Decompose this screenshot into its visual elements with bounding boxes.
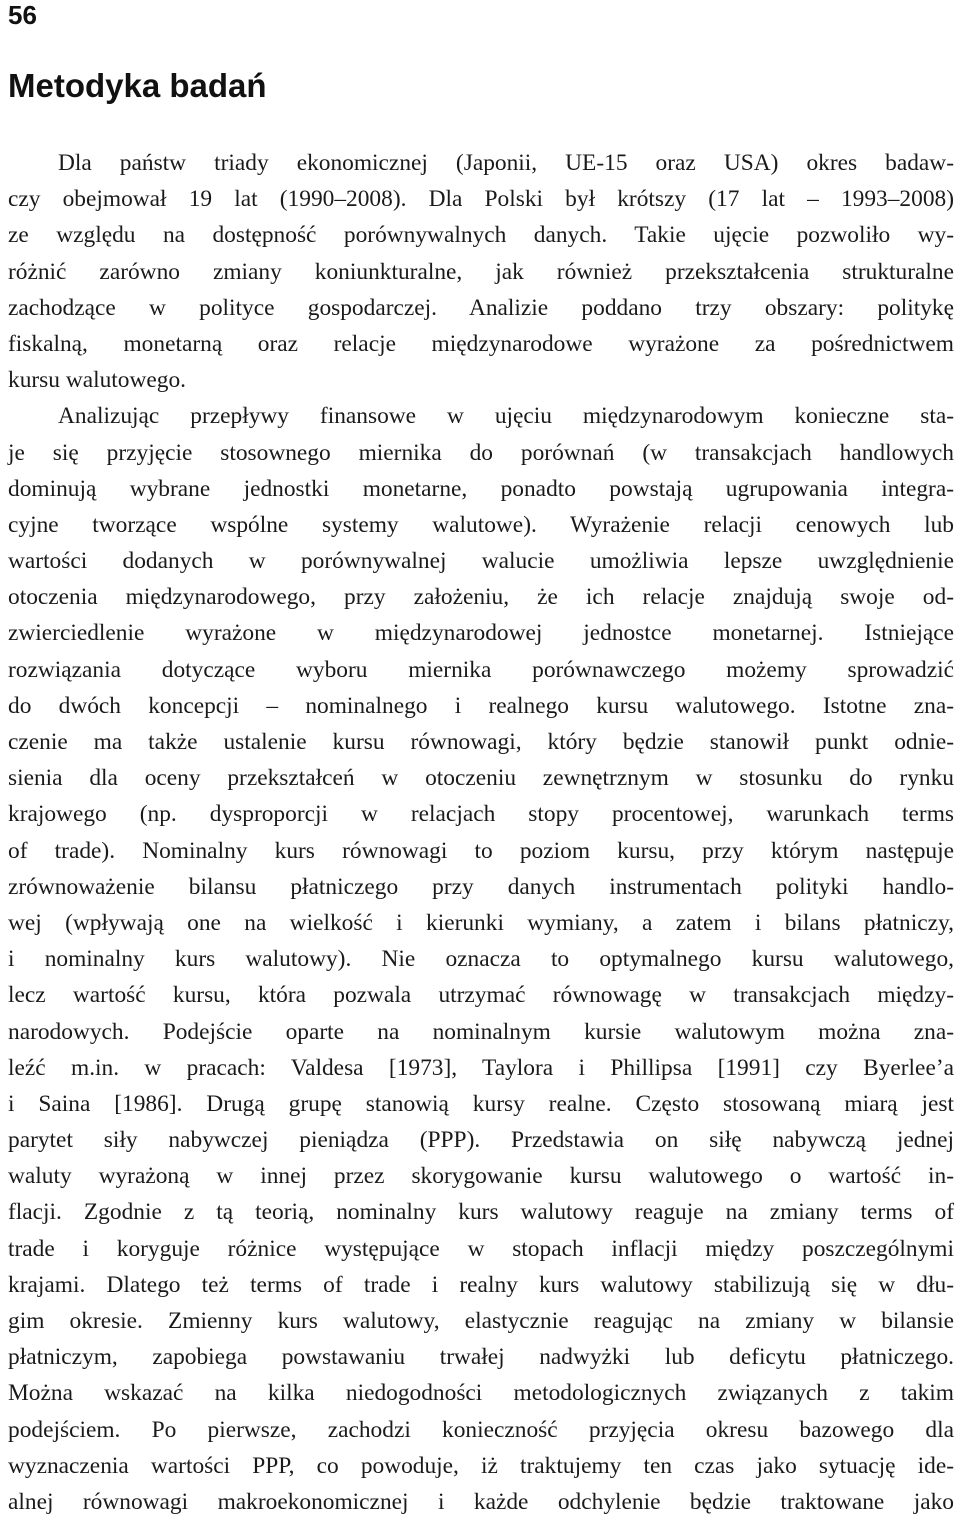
- text-line: parytet siły nabywczej pieniądza (PPP). Przedstawia on siłę nabywczą jednej: [8, 1127, 954, 1154]
- text-line: fiskalną, monetarną oraz relacje międzynarodowe wyrażone za pośrednictwem: [8, 330, 954, 357]
- text-line: krajami. Dlatego też terms of trade i realny kurs walutowy stabilizują się w dłu-: [8, 1271, 954, 1298]
- text-line: do dwóch koncepcji – nominalnego i realnego kursu walutowego. Istotne zna-: [8, 692, 954, 719]
- text-line: kursu walutowego.: [8, 367, 186, 394]
- text-line: różnić zarówno zmiany koniunkturalne, jak również przekształcenia strukturalne: [8, 258, 954, 285]
- text-line: zachodzące w polityce gospodarczej. Analizie poddano trzy obszary: politykę: [8, 294, 954, 321]
- text-line: zrównoważenie bilansu płatniczego przy danych instrumentach polityki handlo-: [8, 873, 954, 900]
- text-line: Można wskazać na kilka niedogodności metodologicznych związanych z takim: [8, 1380, 954, 1407]
- text-line: alnej równowagi makroekonomicznej i każde odchylenie będzie traktowane jako: [8, 1488, 954, 1515]
- text-line: waluty wyrażoną w innej przez skorygowanie kursu walutowego o wartość in-: [8, 1163, 954, 1190]
- text-line: cyjne tworzące wspólne systemy walutowe). Wyrażenie relacji cenowych lub: [8, 511, 954, 538]
- text-line: podejściem. Po pierwsze, zachodzi konieczność przyjęcia okresu bazowego dla: [8, 1416, 954, 1443]
- page-number: 56: [8, 0, 37, 30]
- text-line: otoczenia międzynarodowego, przy założeniu, że ich relacje znajdują swoje od-: [8, 584, 954, 611]
- text-line: wyznaczenia wartości PPP, co powoduje, iż traktujemy ten czas jako sytuację ide-: [8, 1452, 954, 1479]
- text-line: ze względu na dostępność porównywalnych danych. Takie ujęcie pozwoliło wy-: [8, 222, 954, 249]
- body-text: [8, 145, 954, 1520]
- text-line: i nominalny kurs walutowy). Nie oznacza to optymalnego kursu walutowego,: [8, 946, 954, 973]
- text-line: czenie ma także ustalenie kursu równowagi, który będzie stanowił punkt odnie-: [8, 729, 954, 755]
- text-line: wej (wpływają one na wielkość i kierunki wymiany, a zatem i bilans płatniczy,: [8, 909, 954, 936]
- text-line: flacji. Zgodnie z tą teorią, nominalny kurs walutowy reaguje na zmiany terms of: [8, 1199, 954, 1226]
- text-line: rozwiązania dotyczące wyboru miernika porównawczego możemy sprowadzić: [8, 656, 954, 683]
- text-line: je się przyjęcie stosownego miernika do porównań (w transakcjach handlowych: [8, 439, 954, 466]
- text-line: czy obejmował 19 lat (1990–2008). Dla Polski był krótszy (17 lat – 1993–2008): [8, 186, 954, 213]
- text-line: leźć m.in. w pracach: Valdesa [1973], Taylora i Phillipsa [1991] czy Byerlee’a: [8, 1054, 954, 1081]
- text-line: sienia dla oceny przekształceń w otoczeniu zewnętrznym w stosunku do rynku: [8, 765, 954, 792]
- chapter-title: Metodyka badań: [8, 67, 267, 104]
- text-line: krajowego (np. dysproporcji w relacjach stopy procentowej, warunkach terms: [8, 801, 954, 828]
- paragraph-intro: [8, 145, 954, 398]
- text-line: lecz wartość kursu, która pozwala utrzymać równowagę w transakcjach między-: [8, 982, 954, 1009]
- text-line: gim okresie. Zmienny kurs walutowy, elastycznie reagując na zmiany w bilansie: [8, 1308, 954, 1334]
- text-line: trade i koryguje różnice występujące w stopach inflacji między poszczególnymi: [8, 1235, 954, 1262]
- text-line: narodowych. Podejście oparte na nominalnym kursie walutowym można zna-: [8, 1018, 954, 1045]
- text-line: zwierciedlenie wyrażone w międzynarodowej jednostce monetarnej. Istniejące: [8, 620, 954, 647]
- text-line: Dla państw triady ekonomicznej (Japonii, UE-15 oraz USA) okres badaw-: [58, 150, 954, 176]
- text-line: wartości dodanych w porównywalnej walucie umożliwia lepsze uwzględnienie: [8, 548, 954, 575]
- paragraph-exchange-rate: [8, 398, 954, 1520]
- text-line: Analizując przepływy finansowe w ujęciu międzynarodowym konieczne sta-: [58, 403, 954, 430]
- text-line: of trade). Nominalny kurs równowagi to poziom kursu, przy którym następuje: [8, 837, 954, 864]
- text-line: i Saina [1986]. Drugą grupę stanowią kursy realne. Często stosowaną miarą jest: [8, 1090, 954, 1117]
- text-line: dominują wybrane jednostki monetarne, ponadto powstają ugrupowania integra-: [8, 475, 954, 502]
- text-line: płatniczym, zapobiega powstawaniu trwałej nadwyżki lub deficytu płatniczego.: [8, 1344, 954, 1371]
